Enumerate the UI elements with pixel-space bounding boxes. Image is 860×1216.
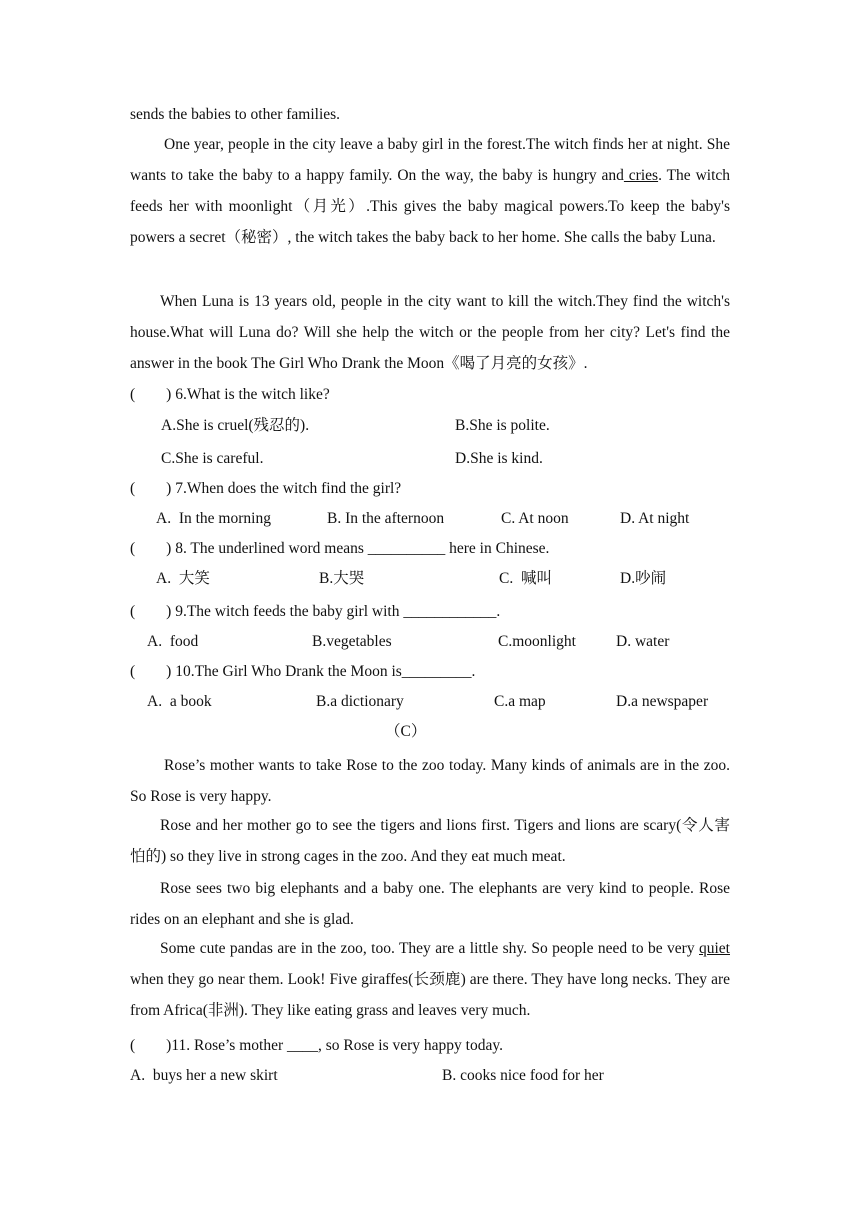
- passage-b-line: sends the babies to other families.: [130, 106, 341, 123]
- question-11-option-b: B. cooks nice food for her: [442, 1067, 604, 1084]
- question-10-option-a: A. a book: [147, 693, 212, 710]
- question-7-option-d: D. At night: [620, 510, 690, 527]
- question-9-option-c: C.moonlight: [498, 633, 576, 650]
- question-7-option-c: C. At noon: [501, 510, 569, 527]
- passage-b-paragraph-2: When Luna is 13 years old, people in the city want to kill the witch.They find the witch's house.What will Luna do? Will she help the witch or the people from her city? Let's find the answer in the book The Girl Who Drank the Moon《喝了月亮的女孩》.: [130, 293, 730, 372]
- question-7-option-a: A. In the morning: [156, 510, 271, 527]
- question-7-stem: ( ) 7.When does the witch find the girl?: [130, 480, 402, 497]
- question-6-option-a: A.She is cruel(残忍的).: [161, 417, 310, 434]
- question-10-stem: ( ) 10.The Girl Who Drank the Moon is_________.: [130, 663, 476, 680]
- section-c-paragraph-2: Rose and her mother go to see the tigers and lions first. Tigers and lions are scary(令人害怕的) so they live in strong cages in the zoo. And they eat much meat.: [130, 817, 730, 865]
- question-8-option-d: D.吵闹: [620, 570, 667, 587]
- question-11-stem: ( )11. Rose’s mother ____, so Rose is very happy today.: [130, 1037, 503, 1054]
- question-9-stem: ( ) 9.The witch feeds the baby girl with ____________.: [130, 603, 501, 620]
- section-c-paragraph-4: Some cute pandas are in the zoo, too. They are a little shy. So people need to be very quiet when they go near them. Look! Five giraffes(长颈鹿) are there. They have long necks. They are from Africa(非洲). They like eating grass and leaves very much.: [130, 940, 730, 1019]
- question-9-option-b: B.vegetables: [312, 633, 392, 650]
- question-8-stem: ( ) 8. The underlined word means __________ here in Chinese.: [130, 540, 550, 557]
- question-6-stem: ( ) 6.What is the witch like?: [130, 386, 330, 403]
- underlined-word-quiet: quiet: [699, 940, 730, 957]
- question-10-option-b: B.a dictionary: [316, 693, 404, 710]
- section-c-heading: （C）: [385, 723, 427, 740]
- question-8-option-c: C. 喊叫: [499, 570, 552, 587]
- question-9-option-d: D. water: [616, 633, 670, 650]
- question-6-option-b: B.She is polite.: [455, 417, 550, 434]
- question-7-option-b: B. In the afternoon: [327, 510, 445, 527]
- question-10-option-d: D.a newspaper: [616, 693, 709, 710]
- question-10-option-c: C.a map: [494, 693, 546, 710]
- question-9-option-a: A. food: [147, 633, 199, 650]
- underlined-word-cries: cries: [623, 167, 659, 184]
- passage-b-paragraph-1: One year, people in the city leave a baby girl in the forest.The witch finds her at night. She wants to take the baby to a happy family. On the way, the baby is hungry and cries. The witch feeds her with moonlight（月光）.This gives the baby magical powers.To keep the baby's powers a secret（秘密）, the witch takes the baby back to her home. She calls the baby Luna.: [130, 136, 731, 246]
- question-6-option-c: C.She is careful.: [161, 450, 264, 467]
- section-c-paragraph-3: Rose sees two big elephants and a baby one. The elephants are very kind to people. Rose rides on an elephant and she is glad.: [130, 880, 730, 928]
- question-8-option-a: A. 大笑: [156, 570, 210, 587]
- question-8-option-b: B.大哭: [319, 570, 365, 587]
- section-c-paragraph-1: Rose’s mother wants to take Rose to the zoo today. Many kinds of animals are in the zoo. So Rose is very happy.: [130, 757, 730, 805]
- question-11-option-a: A. buys her a new skirt: [130, 1067, 278, 1084]
- question-6-option-d: D.She is kind.: [455, 450, 543, 467]
